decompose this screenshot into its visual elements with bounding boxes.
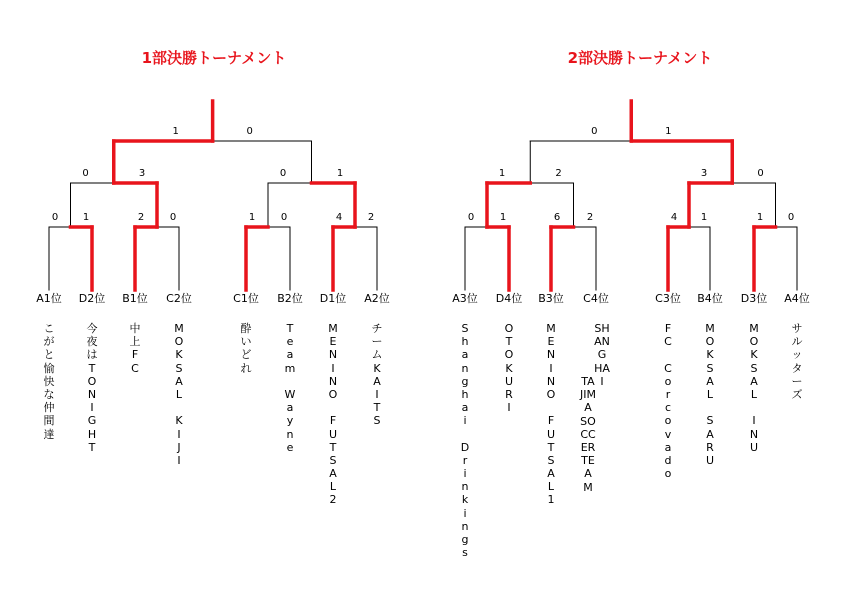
score-label: 1: [756, 212, 764, 223]
seed-label: D3位: [740, 292, 768, 305]
score-label: 1: [498, 168, 506, 179]
score-label: 1: [665, 126, 672, 137]
score-label: 3: [138, 168, 146, 179]
score-label: 2: [367, 212, 375, 223]
score-label: 1: [499, 212, 507, 223]
team-name: チ ー ム K A I T S: [371, 322, 383, 428]
score-label: 0: [280, 212, 288, 223]
team-name: 酔 い ど れ: [240, 322, 252, 375]
team-name: M E N I N O F U T S A L 1: [546, 322, 556, 507]
score-label: 6: [553, 212, 561, 223]
team-name: 今 夜 は T O N I G H T: [86, 322, 98, 454]
seed-label: B3位: [538, 292, 564, 305]
score-label: 2: [555, 168, 562, 179]
team-name: M O K S A L K I J I: [174, 322, 184, 467]
team-name: SHANGHAI: [594, 322, 610, 388]
team-name: こ が と 愉 快 な 仲 間 達: [43, 322, 55, 441]
score-label: 0: [246, 126, 253, 137]
seed-label: D2位: [78, 292, 106, 305]
score-label: 4: [670, 212, 678, 223]
score-label: 1: [248, 212, 256, 223]
score-label: 1: [700, 212, 708, 223]
bracket-title-div1: 1部決勝トーナメント: [141, 49, 287, 67]
score-label: 0: [82, 168, 89, 179]
seed-label: A2位: [364, 292, 390, 305]
seed-label: A3位: [452, 292, 478, 305]
seed-label: D4位: [495, 292, 523, 305]
team-name: M O K S A L I N U: [749, 322, 759, 454]
seed-label: C3位: [655, 292, 681, 305]
seed-label: D1位: [319, 292, 347, 305]
score-label: 1: [172, 126, 179, 137]
score-label: 0: [51, 212, 59, 223]
score-label: 0: [467, 212, 475, 223]
seed-label: C2位: [166, 292, 192, 305]
team-name: サ ル ッ タ ー ズ: [791, 322, 803, 401]
score-label: 0: [279, 168, 287, 179]
score-label: 2: [137, 212, 145, 223]
seed-label: C1位: [233, 292, 259, 305]
seed-label: A4位: [784, 292, 810, 305]
score-label: 1: [82, 212, 90, 223]
seed-label: C4位: [583, 292, 609, 305]
team-name: M O K S A L S A R U: [705, 322, 715, 467]
seed-label: A1位: [36, 292, 62, 305]
score-label: 0: [757, 168, 764, 179]
seed-label: B2位: [277, 292, 303, 305]
score-label: 1: [336, 168, 344, 179]
score-label: 0: [787, 212, 795, 223]
score-label: 0: [169, 212, 177, 223]
bracket-title-div2: 2部決勝トーナメント: [567, 49, 713, 67]
team-name: TAJIMA SOCCER TEAM: [580, 375, 596, 494]
seed-label: B4位: [697, 292, 723, 305]
team-name: F C C o r c o v a d o: [664, 322, 672, 481]
score-label: 3: [700, 168, 708, 179]
score-label: 0: [591, 126, 598, 137]
seed-label: B1位: [122, 292, 148, 305]
team-name: M E N I N O F U T S A L 2: [328, 322, 338, 507]
team-name: O T O K U R I: [504, 322, 514, 415]
team-name: S h a n g h a i D r i n k i n g s: [460, 322, 470, 560]
score-label: 2: [586, 212, 594, 223]
team-name: T e a m W a y n e: [284, 322, 296, 454]
team-name: 中 上 F C: [129, 322, 141, 375]
score-label: 4: [335, 212, 343, 223]
